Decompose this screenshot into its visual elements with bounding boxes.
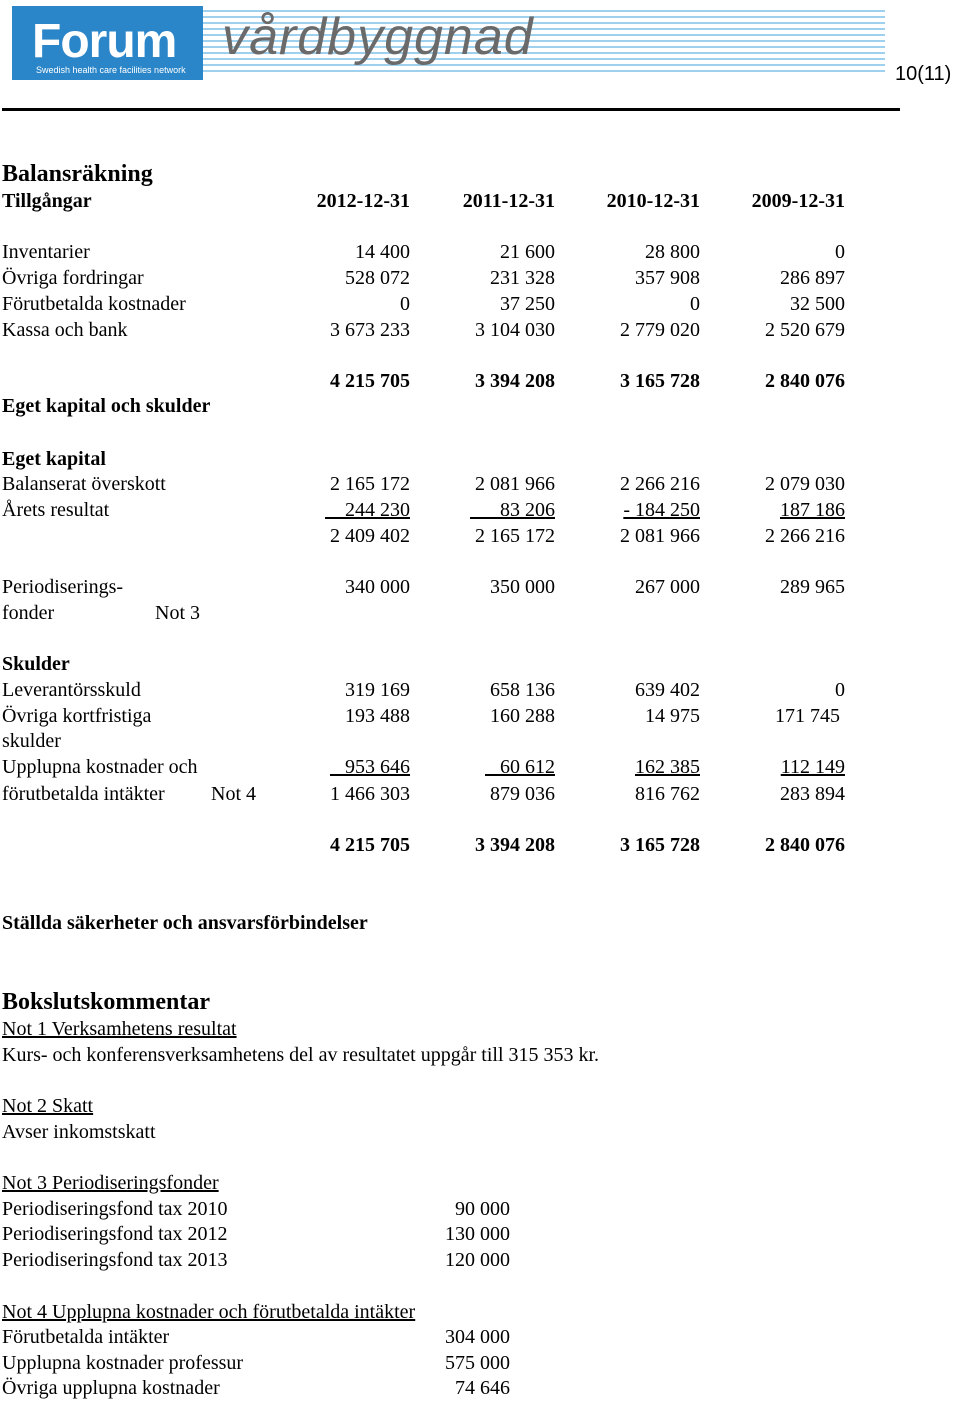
row-value: 357 908 [635, 267, 700, 289]
liabilities-heading: Skulder [2, 653, 70, 675]
row-label: Kassa och bank [2, 319, 128, 341]
note-row-label: Periodiseringsfond tax 2012 [2, 1223, 228, 1245]
balance-title: Balansräkning [2, 161, 153, 187]
row-label: Upplupna kostnader och [2, 756, 198, 778]
total-value: 3 165 728 [620, 370, 700, 392]
subtotal-value: 1 466 303 [330, 783, 410, 805]
row-value: 286 897 [780, 267, 845, 289]
row-value: 60 612 [500, 756, 555, 778]
row-value: 289 965 [780, 576, 845, 598]
total-value: 4 215 705 [330, 370, 410, 392]
note-row-value: 304 000 [445, 1326, 510, 1348]
row-value: 244 230 [345, 499, 410, 521]
note-heading: Not 3 Periodiseringsfonder [2, 1172, 219, 1194]
row-value: 162 385 [635, 756, 700, 778]
row-value: 2 266 216 [620, 473, 700, 495]
row-value: 3 104 030 [475, 319, 555, 341]
note-row-value: 130 000 [445, 1223, 510, 1245]
note-row-value: 575 000 [445, 1352, 510, 1374]
row-label: Årets resultat [2, 499, 110, 521]
row-label: Inventarier [2, 241, 90, 263]
assets-heading: Tillgångar [2, 190, 92, 212]
row-value: 2 079 030 [765, 473, 845, 495]
row-value: 0 [400, 293, 410, 315]
total-value: 3 394 208 [475, 370, 555, 392]
row-label: Balanserat överskott [2, 473, 166, 495]
year-column-header: 2012-12-31 [316, 190, 410, 212]
equity-liabilities-heading: Eget kapital och skulder [2, 395, 211, 417]
row-label: skulder [2, 730, 61, 752]
row-label: Periodiserings- [2, 576, 124, 598]
note-reference: Not 3 [155, 602, 200, 624]
row-value: 187 186 [780, 499, 845, 521]
header-divider [2, 108, 900, 111]
logo-tagline: Swedish health care facilities network [36, 65, 186, 75]
row-value: 112 149 [780, 756, 845, 778]
subtotal-value: 816 762 [635, 783, 700, 805]
equity-heading: Eget kapital [2, 448, 106, 470]
note-row-label: Övriga upplupna kostnader [2, 1377, 220, 1399]
row-value: 32 500 [790, 293, 845, 315]
note-heading: Not 4 Upplupna kostnader och förutbetalda intäkter [2, 1301, 416, 1323]
row-value: 14 400 [355, 241, 410, 263]
total-value: 4 215 705 [330, 834, 410, 856]
row-value: 658 136 [490, 679, 555, 701]
row-label: Leverantörsskuld [2, 679, 141, 701]
row-value: 2 520 679 [765, 319, 845, 341]
row-value: 171 745 [775, 705, 840, 727]
row-value: 160 288 [490, 705, 555, 727]
row-value: 231 328 [490, 267, 555, 289]
year-column-header: 2009-12-31 [751, 190, 845, 212]
year-column-header: 2010-12-31 [606, 190, 700, 212]
subtotal-value: 2 081 966 [620, 525, 700, 547]
subtotal-value: 879 036 [490, 783, 555, 805]
row-value: - 184 250 [623, 499, 700, 521]
subtotal-value: 2 266 216 [765, 525, 845, 547]
note-heading: Not 1 Verksamhetens resultat [2, 1018, 237, 1040]
row-value: 3 673 233 [330, 319, 410, 341]
row-value: 21 600 [500, 241, 555, 263]
row-value: 639 402 [635, 679, 700, 701]
row-value: 37 250 [500, 293, 555, 315]
note-reference: Not 4 [211, 783, 256, 805]
note-row-value: 120 000 [445, 1249, 510, 1271]
note-row-label: Periodiseringsfond tax 2010 [2, 1198, 228, 1220]
row-value: 193 488 [345, 705, 410, 727]
row-label: Övriga kortfristiga [2, 705, 152, 727]
pledged-heading: Ställda säkerheter och ansvarsförbindelser [2, 912, 368, 934]
row-value: 14 975 [645, 705, 700, 727]
comments-title: Bokslutskommentar [2, 989, 211, 1015]
row-value: 528 072 [345, 267, 410, 289]
row-value: 83 206 [500, 499, 555, 521]
total-value: 3 165 728 [620, 834, 700, 856]
logo-text: Forum [32, 15, 177, 68]
year-column-header: 2011-12-31 [462, 190, 555, 212]
note-row-label: Periodiseringsfond tax 2013 [2, 1249, 228, 1271]
row-value: 0 [835, 679, 845, 701]
note-text: Kurs- och konferensverksamhetens del av resultatet uppgår till 315 353 kr. [2, 1044, 600, 1066]
row-value: 953 646 [345, 756, 410, 778]
note-row-value: 90 000 [455, 1198, 510, 1220]
page-number: 10(11) [895, 63, 952, 85]
row-label: förutbetalda intäkter [2, 783, 165, 805]
note-row-value: 74 646 [455, 1377, 510, 1399]
row-value: 319 169 [345, 679, 410, 701]
row-label: Förutbetalda kostnader [2, 293, 186, 315]
note-row-label: Upplupna kostnader professur [2, 1352, 244, 1374]
row-value: 350 000 [490, 576, 555, 598]
total-value: 2 840 076 [765, 834, 845, 856]
row-value: 28 800 [645, 241, 700, 263]
row-value: 340 000 [345, 576, 410, 598]
row-label: fonder [2, 602, 55, 624]
note-text: Avser inkomstskatt [2, 1121, 156, 1143]
row-value: 0 [690, 293, 700, 315]
note-row-label: Förutbetalda intäkter [2, 1326, 170, 1348]
subtotal-value: 2 409 402 [330, 525, 410, 547]
brand-wordmark: vårdbyggnad [222, 8, 534, 66]
total-value: 3 394 208 [475, 834, 555, 856]
subtotal-value: 2 165 172 [475, 525, 555, 547]
row-value: 2 165 172 [330, 473, 410, 495]
row-value: 2 779 020 [620, 319, 700, 341]
row-value: 0 [835, 241, 845, 263]
subtotal-value: 283 894 [780, 783, 845, 805]
row-value: 2 081 966 [475, 473, 555, 495]
forum-logo [12, 6, 203, 80]
row-value: 267 000 [635, 576, 700, 598]
total-value: 2 840 076 [765, 370, 845, 392]
note-heading: Not 2 Skatt [2, 1095, 94, 1117]
row-label: Övriga fordringar [2, 267, 144, 289]
